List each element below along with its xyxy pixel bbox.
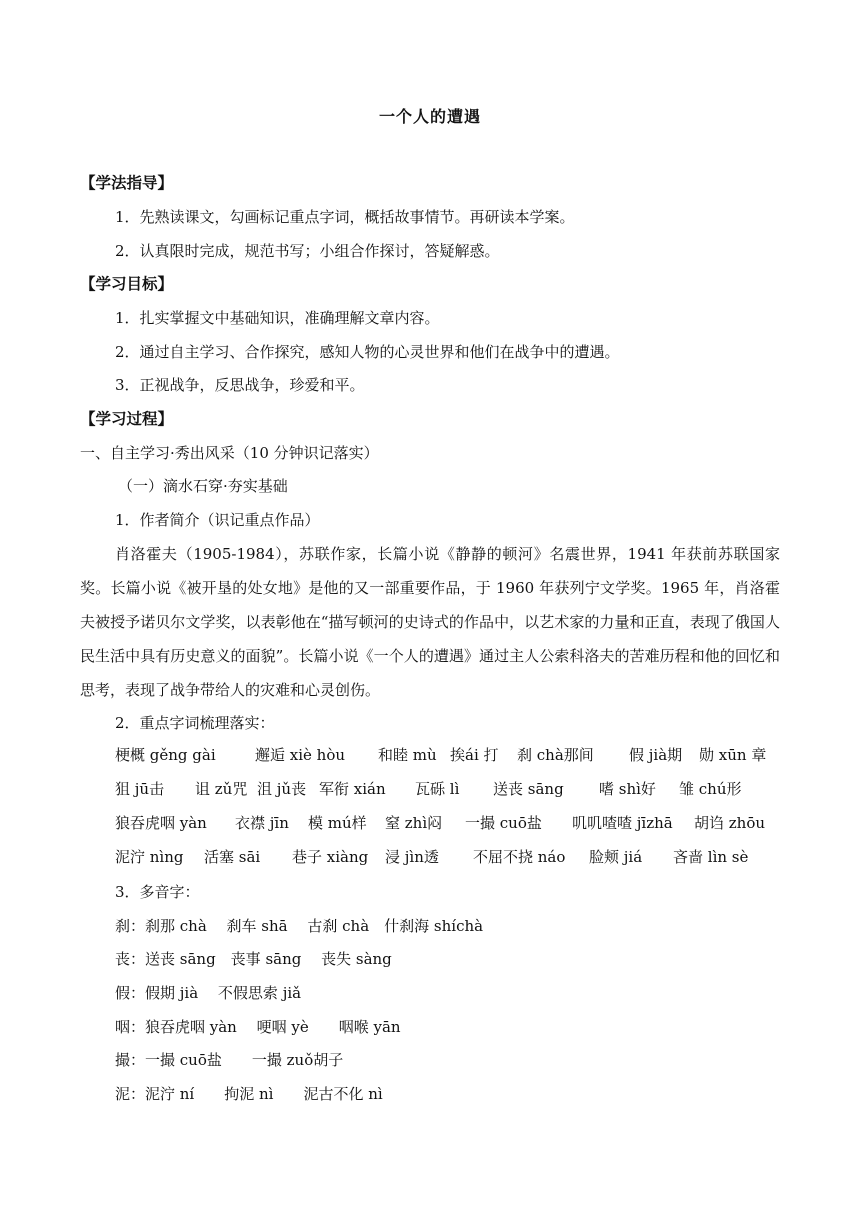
method-item-2: 2．认真限时完成，规范书写；小组合作探讨，答疑解惑。 bbox=[115, 242, 500, 260]
vocab-word: 军衔 xián bbox=[319, 780, 386, 798]
goals-item-2: 2．通过自主学习、合作探究，感知人物的心灵世界和他们在战争中的遭遇。 bbox=[115, 343, 620, 361]
vocab-word: 叽叽喳喳 jīzhā bbox=[572, 814, 673, 832]
polyphone-line: 丧：送丧 sāng 丧事 sāng 丧失 sàng bbox=[115, 950, 392, 968]
polyphone-line: 假：假期 jià 不假思索 jiǎ bbox=[115, 984, 302, 1002]
goals-item-1: 1．扎实掌握文中基础知识，准确理解文章内容。 bbox=[115, 309, 440, 327]
polyphone-line: 咽：狼吞虎咽 yàn 哽咽 yè 咽喉 yān bbox=[115, 1018, 401, 1036]
method-heading: 【学法指导】 bbox=[80, 173, 174, 192]
vocab-word: 挨ái 打 bbox=[450, 746, 499, 764]
goals-heading: 【学习目标】 bbox=[80, 274, 174, 293]
vocab-word: 吝啬 lìn sè bbox=[673, 848, 749, 866]
vocab-word: 嗜 shì好 bbox=[599, 780, 656, 798]
method-item-1: 1．先熟读课文，勾画标记重点字词，概括故事情节。再研读本学案。 bbox=[115, 208, 575, 226]
vocab-word: 沮 jǔ丧 bbox=[257, 780, 307, 798]
sub1-heading: （一）滴水石穿·夯实基础 bbox=[118, 477, 288, 495]
vocab-word: 假 jià期 bbox=[629, 746, 683, 764]
vocab-word: 送丧 sāng bbox=[493, 780, 564, 798]
vocab-list bbox=[115, 738, 795, 874]
vocab-item: 2．重点字词梳理落实： bbox=[115, 714, 275, 732]
vocab-word: 和睦 mù bbox=[378, 746, 437, 764]
part1-heading: 一、自主学习·秀出风采（10 分钟识记落实） bbox=[80, 444, 379, 462]
page-title: 一个人的遭遇 bbox=[378, 107, 481, 126]
polyphone-item: 3．多音字： bbox=[115, 883, 200, 901]
vocab-row bbox=[115, 772, 795, 806]
vocab-row bbox=[115, 738, 795, 772]
author-bio-paragraph: 肖洛霍夫（1905-1984），苏联作家，长篇小说《静静的顿河》名震世界，1941 年获前苏联国家奖。长篇小说《被开垦的处女地》是他的又一部重要作品，于 1960 年获列宁文学奖。1965 年，肖洛霍夫被授予诺贝尔文学奖，以表彰他在“描写顿河的史诗式的作品中，以艺术家的力量和正直，表现了俄国人民生活中具有历史意义的面貌”。长篇小说《一个人的遭遇》通过主人公索科洛夫的苦难历程和他的回忆和思考，表现了战争带给人的灾难和心灵创伤。 bbox=[80, 545, 780, 699]
vocab-word: 诅 zǔ咒 bbox=[195, 780, 248, 798]
vocab-word: 梗概 gěng gài bbox=[115, 746, 216, 764]
polyphone-line: 撮：一撮 cuō盐 一撮 zuǒ胡子 bbox=[115, 1051, 344, 1069]
vocab-word: 活塞 sāi bbox=[204, 848, 261, 866]
vocab-word: 泥泞 nìng bbox=[115, 848, 184, 866]
vocab-word: 瓦砾 lì bbox=[415, 780, 460, 798]
vocab-word: 邂逅 xiè hòu bbox=[255, 746, 346, 764]
polyphone-line: 泥：泥泞 ní 拘泥 nì 泥古不化 nì bbox=[115, 1085, 383, 1103]
process-heading: 【学习过程】 bbox=[80, 409, 174, 428]
vocab-word: 胡诌 zhōu bbox=[694, 814, 766, 832]
vocab-word: 脸颊 jiá bbox=[589, 848, 643, 866]
polyphone-line: 刹：刹那 chà 刹车 shā 古刹 chà 什刹海 shíchà bbox=[115, 917, 484, 935]
vocab-word: 不屈不挠 náo bbox=[473, 848, 566, 866]
vocab-row bbox=[115, 806, 795, 840]
vocab-word: 刹 chà那间 bbox=[517, 746, 594, 764]
vocab-word: 雏 chú形 bbox=[679, 780, 742, 798]
goals-item-3: 3．正视战争，反思战争，珍爱和平。 bbox=[115, 376, 365, 394]
vocab-word: 浸 jìn透 bbox=[385, 848, 439, 866]
vocab-word: 模 mú样 bbox=[308, 814, 367, 832]
vocab-word: 狙 jū击 bbox=[115, 780, 165, 798]
vocab-word: 窒 zhì闷 bbox=[385, 814, 443, 832]
vocab-row bbox=[115, 840, 795, 874]
vocab-word: 一撮 cuō盐 bbox=[465, 814, 542, 832]
vocab-word: 狼吞虎咽 yàn bbox=[115, 814, 207, 832]
vocab-word: 勋 xūn 章 bbox=[699, 746, 767, 764]
vocab-word: 衣襟 jīn bbox=[235, 814, 289, 832]
author-item: 1．作者简介（识记重点作品） bbox=[115, 511, 320, 529]
vocab-word: 巷子 xiàng bbox=[292, 848, 369, 866]
